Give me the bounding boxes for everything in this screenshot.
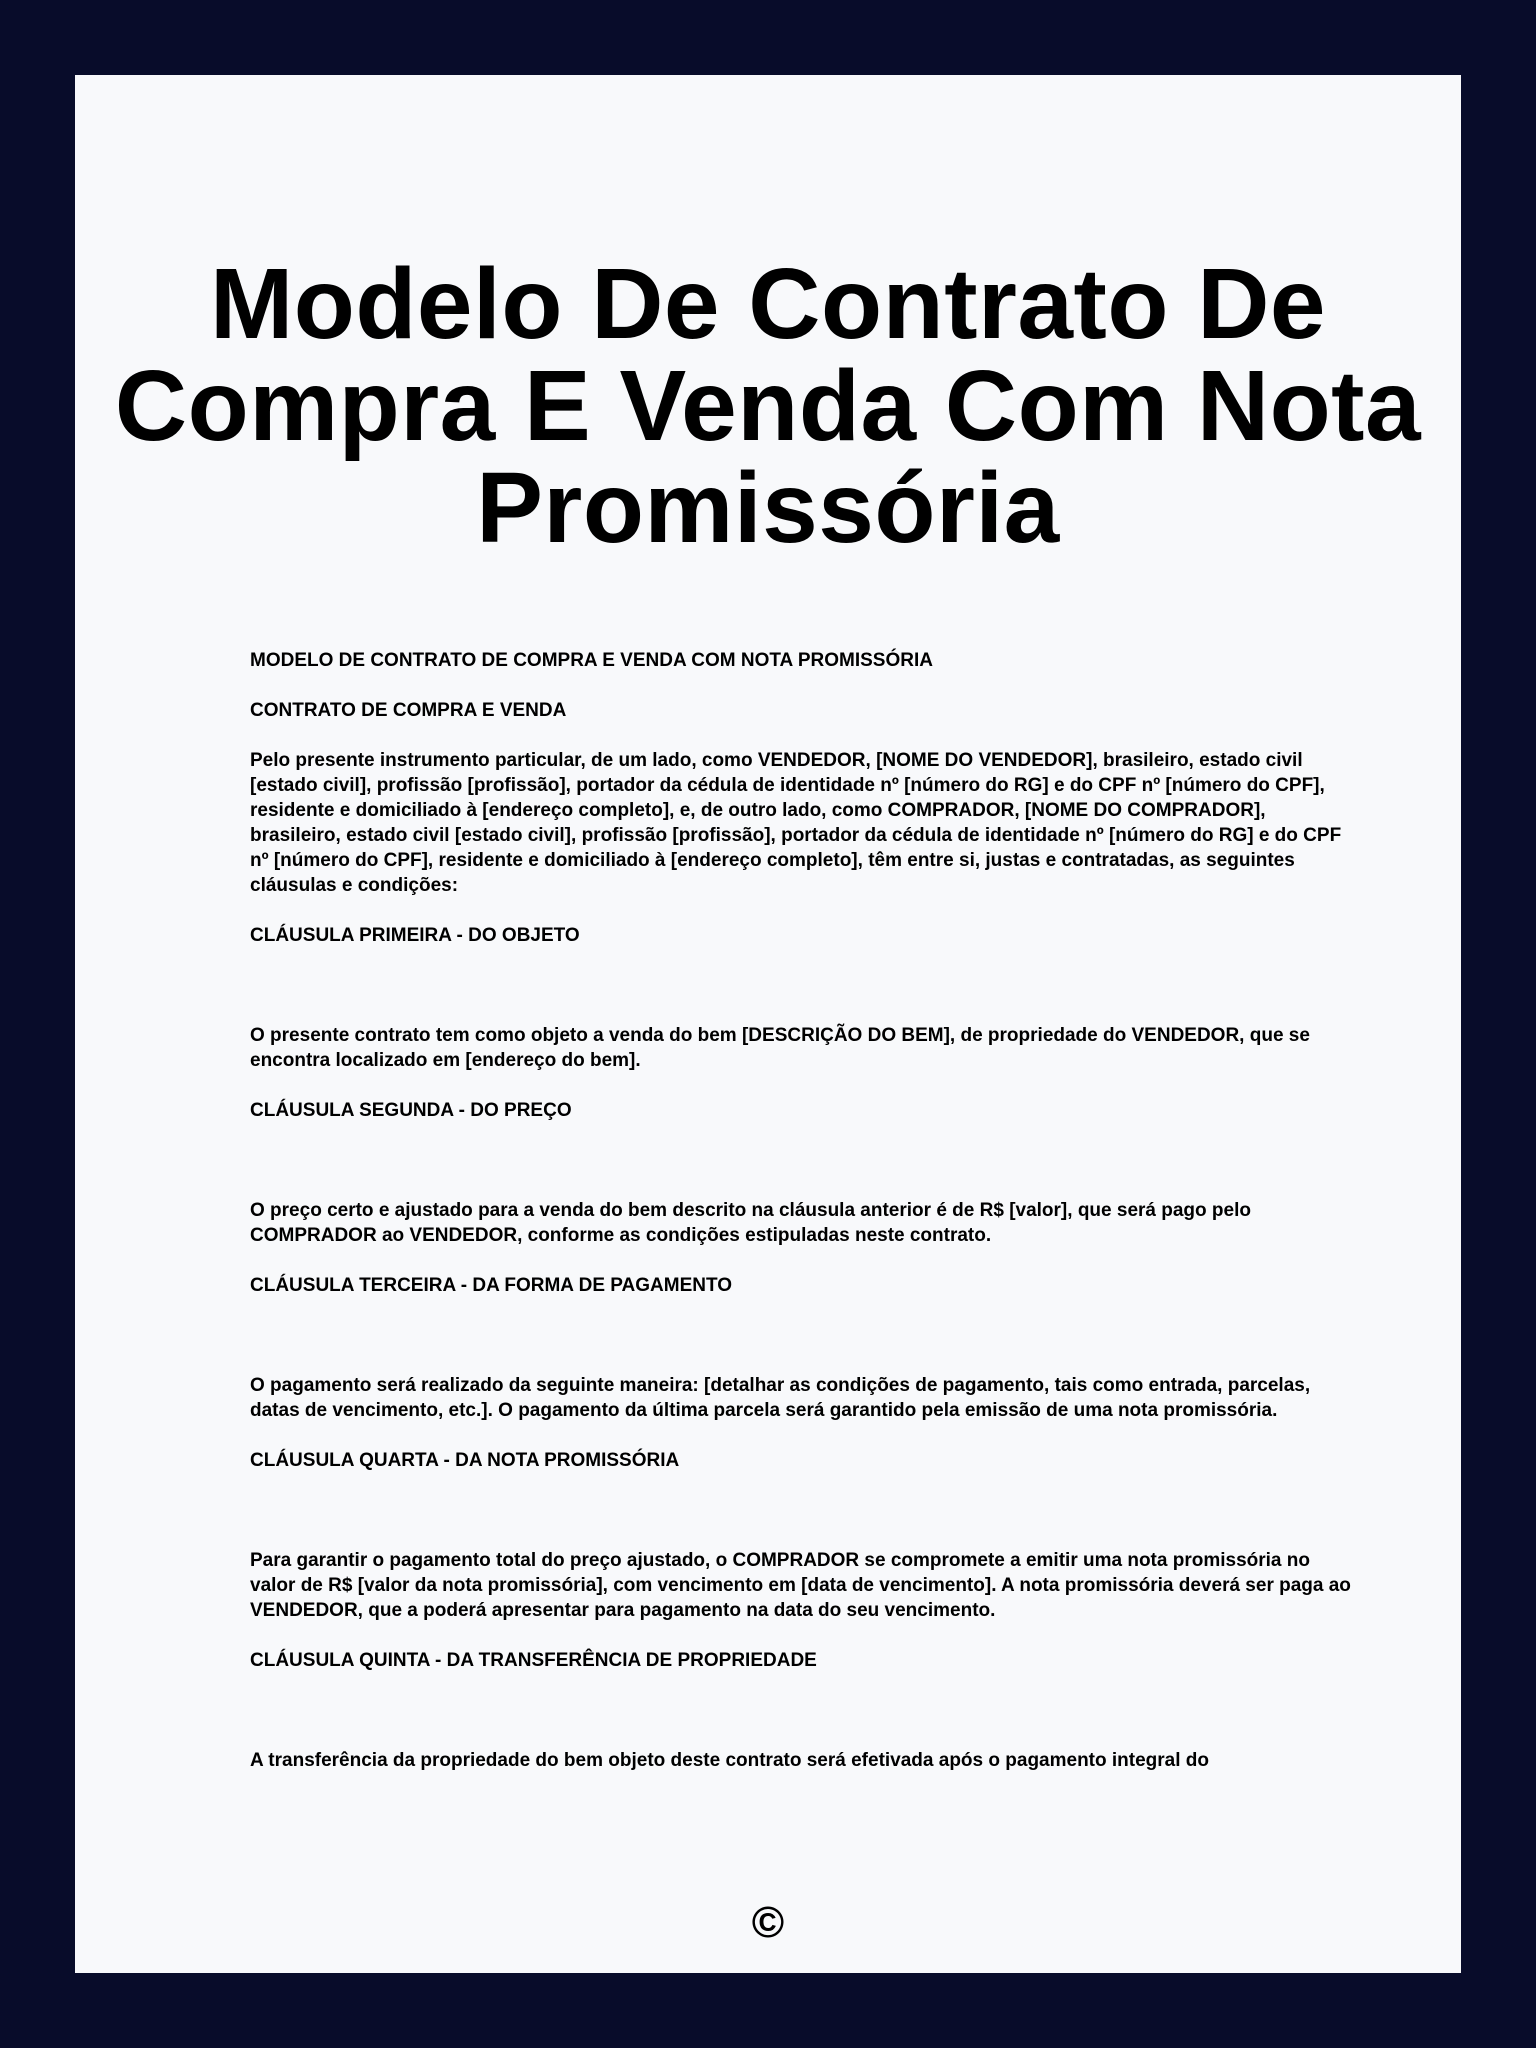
clause-body: A transferência da propriedade do bem objeto deste contrato será efetivada após o pagamento integral do bbox=[250, 1750, 1210, 1771]
clause-body: Para garantir o pagamento total do preço ajustado, o COMPRADOR se compromete a emitir uma nota promissória no valor de R$ [valor da nota promissória], com vencimento em [data de vencimento]. A nota promissória deverá ser paga ao VENDEDOR, que a poderá apresentar para pagamento na data do seu vencimento. bbox=[250, 1550, 1351, 1621]
document-page bbox=[75, 75, 1461, 1973]
clause-heading: CLÁUSULA PRIMEIRA - DO OBJETO bbox=[250, 925, 580, 946]
clause-body: O presente contrato tem como objeto a venda do bem [DESCRIÇÃO DO BEM], de propriedade do VENDEDOR, que se encontra localizado em [endereço do bem]. bbox=[250, 1025, 1310, 1071]
clause-body: O preço certo e ajustado para a venda do bem descrito na cláusula anterior é de R$ [valor], que será pago pelo COMPRADOR ao VENDEDOR, conforme as condições estipuladas neste contrato. bbox=[250, 1200, 1251, 1246]
document-body bbox=[250, 648, 1360, 1773]
clause-heading: CLÁUSULA TERCEIRA - DA FORMA DE PAGAMENTO bbox=[250, 1275, 733, 1296]
contract-subheading: CONTRATO DE COMPRA E VENDA bbox=[250, 700, 567, 721]
contract-heading: MODELO DE CONTRATO DE COMPRA E VENDA COM NOTA PROMISSÓRIA bbox=[250, 650, 933, 671]
clause-heading: CLÁUSULA QUINTA - DA TRANSFERÊNCIA DE PROPRIEDADE bbox=[250, 1650, 817, 1671]
contract-intro: Pelo presente instrumento particular, de um lado, como VENDEDOR, [NOME DO VENDEDOR], brasileiro, estado civil [estado civil], profissão [profissão], portador da cédula de identidade nº [número do RG] e do CPF nº [número do CPF], residente e domiciliado à [endereço completo], e, de outro lado, como COMPRADOR, [NOME DO COMPRADOR], brasileiro, estado civil [estado civil], profissão [profissão], portador da cédula de identidade nº [número do RG] e do CPF nº [número do CPF], residente e domiciliado à [endereço completo], têm entre si, justas e contratadas, as seguintes cláusulas e condições: bbox=[250, 750, 1342, 896]
clause-body: O pagamento será realizado da seguinte maneira: [detalhar as condições de pagamento, tais como entrada, parcelas, datas de vencimento, etc.]. O pagamento da última parcela será garantido pela emissão de uma nota promissória. bbox=[250, 1375, 1311, 1421]
copyright-icon: © bbox=[751, 1898, 785, 1947]
document-title: Modelo De Contrato De Compra E Venda Com Nota Promissória bbox=[114, 248, 1422, 564]
clause-heading: CLÁUSULA SEGUNDA - DO PREÇO bbox=[250, 1100, 572, 1121]
clause-heading: CLÁUSULA QUARTA - DA NOTA PROMISSÓRIA bbox=[250, 1450, 680, 1471]
